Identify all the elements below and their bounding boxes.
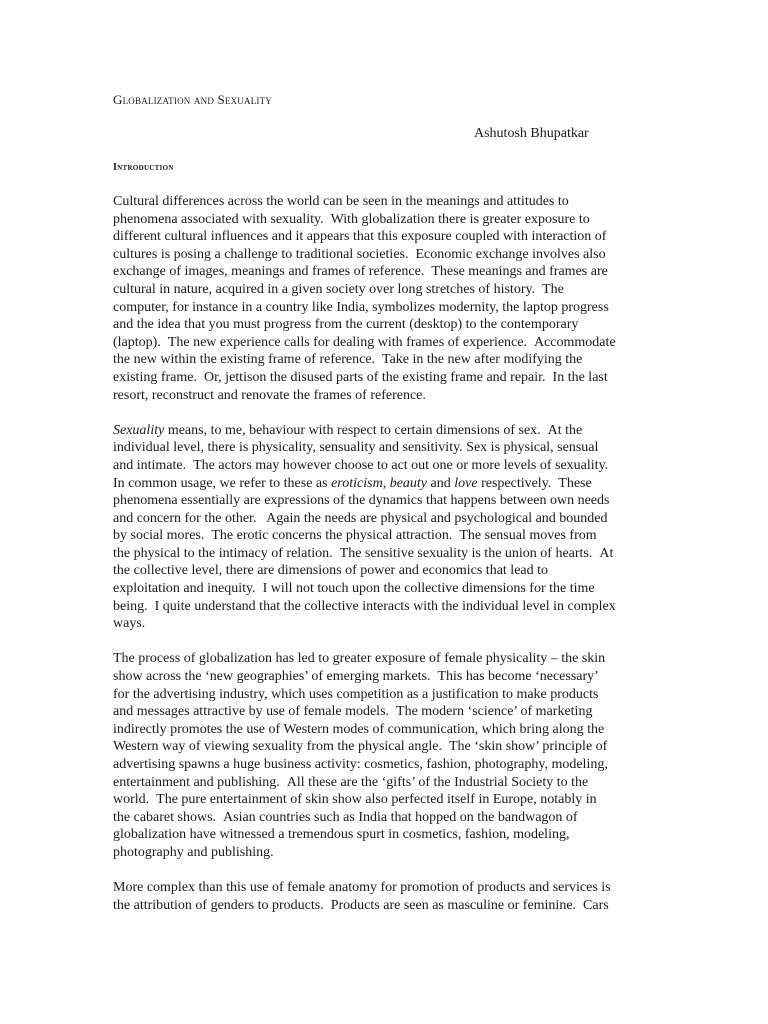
text-line: cultures is posing a challenge to traditional societies. Economic exchange involves also xyxy=(113,246,606,262)
paragraph xyxy=(113,193,663,404)
emphasized-term: love xyxy=(454,475,478,491)
text-line: entertainment and publishing. All these are the ‘gifts’ of the Industrial Society to the xyxy=(113,774,589,790)
text-line: photography and publishing. xyxy=(113,844,274,860)
text-line: exchange of images, meanings and frames of reference. These meanings and frames are xyxy=(113,264,608,280)
paragraph-spacer xyxy=(113,862,663,880)
emphasized-term: Sexuality xyxy=(113,422,165,438)
text-line: being. I quite understand that the collective interacts with the individual level in complex xyxy=(113,598,616,614)
text-line: and the idea that you must progress from the current (desktop) to the contemporary xyxy=(113,317,579,333)
text-line: and messages attractive by use of female models. The modern ‘science’ of marketing xyxy=(113,704,593,720)
paragraph-spacer xyxy=(113,633,663,651)
paragraph xyxy=(113,422,663,633)
text-line: The process of globalization has led to greater exposure of female physicality – the skin xyxy=(113,651,606,667)
text-line: the new within the existing frame of reference. Take in the new after modifying the xyxy=(113,352,583,368)
text-line: globalization have witnessed a tremendous spurt in cosmetics, fashion, modeling, xyxy=(113,827,570,843)
text-line: world. The pure entertainment of skin show also perfected itself in Europe, notably in xyxy=(113,792,597,808)
text-line: (laptop). The new experience calls for dealing with frames of experience. Accommodate xyxy=(113,334,616,350)
text-line: cultural in nature, acquired in a given society over long stretches of history. The xyxy=(113,281,564,297)
text-line: Western way of viewing sexuality from the physical angle. The ‘skin show’ principle of xyxy=(113,739,608,755)
document-title: Globalization and Sexuality xyxy=(113,92,272,107)
text-line: In common usage, we refer to these as eroticism, beauty and love respectively. These xyxy=(113,475,592,491)
author-name: Ashutosh Bhupatkar xyxy=(474,126,589,141)
document-body xyxy=(113,193,663,914)
text-line: the cabaret shows. Asian countries such as India that hopped on the bandwagon of xyxy=(113,809,578,825)
section-heading: Introduction xyxy=(113,162,174,173)
emphasized-term: eroticism xyxy=(331,475,383,491)
text-line: the physical to the intimacy of relation. The sensitive sexuality is the union of hearts. At xyxy=(113,545,614,561)
text-line: the attribution of genders to products. Products are seen as masculine or feminine. Cars xyxy=(113,897,609,913)
text-line: individual level, there is physicality, sensuality and sensitivity. Sex is physical, sensual xyxy=(113,440,599,456)
text-line: Sexuality means, to me, behaviour with respect to certain dimensions of sex. At the xyxy=(113,422,583,438)
text-line: for the advertising industry, which uses competition as a justification to make products xyxy=(113,686,599,702)
text-line: indirectly promotes the use of Western modes of communication, which bring along the xyxy=(113,721,605,737)
text-line: resort, reconstruct and renovate the frames of reference. xyxy=(113,387,426,403)
text-line: More complex than this use of female anatomy for promotion of products and services is xyxy=(113,880,611,896)
emphasized-term: beauty xyxy=(389,475,428,491)
text-line: existing frame. Or, jettison the disused parts of the existing frame and repair. In the last xyxy=(113,369,608,385)
text-line: Cultural differences across the world can be seen in the meanings and attitudes to xyxy=(113,194,569,209)
text-line: phenomena associated with sexuality. With globalization there is greater exposure to xyxy=(113,211,590,227)
paragraph-spacer xyxy=(113,404,663,422)
paragraph xyxy=(113,879,663,914)
text-line: computer, for instance in a country like India, symbolizes modernity, the laptop progress xyxy=(113,299,609,315)
text-line: show across the ‘new geographies’ of emerging markets. This has become ‘necessary’ xyxy=(113,669,599,685)
text-line: and concern for the other. Again the needs are physical and psychological and bounded xyxy=(113,510,608,526)
text-line: by social mores. The erotic concerns the physical attraction. The sensual moves from xyxy=(113,528,597,544)
text-line: exploitation and inequity. I will not touch upon the collective dimensions for the time xyxy=(113,581,595,597)
text-line: different cultural influences and it appears that this exposure coupled with interaction of xyxy=(113,229,607,245)
text-line: and intimate. The actors may however choose to act out one or more levels of sexuality. xyxy=(113,457,609,473)
text-line: ways. xyxy=(113,616,146,632)
text-line: advertising spawns a huge business activity: cosmetics, fashion, photography, modeling, xyxy=(113,757,608,772)
paragraph xyxy=(113,650,663,861)
text-line: the collective level, there are dimensions of power and economics that lead to xyxy=(113,563,549,579)
text-line: phenomena essentially are expressions of the dynamics that happens between own needs xyxy=(113,493,610,509)
